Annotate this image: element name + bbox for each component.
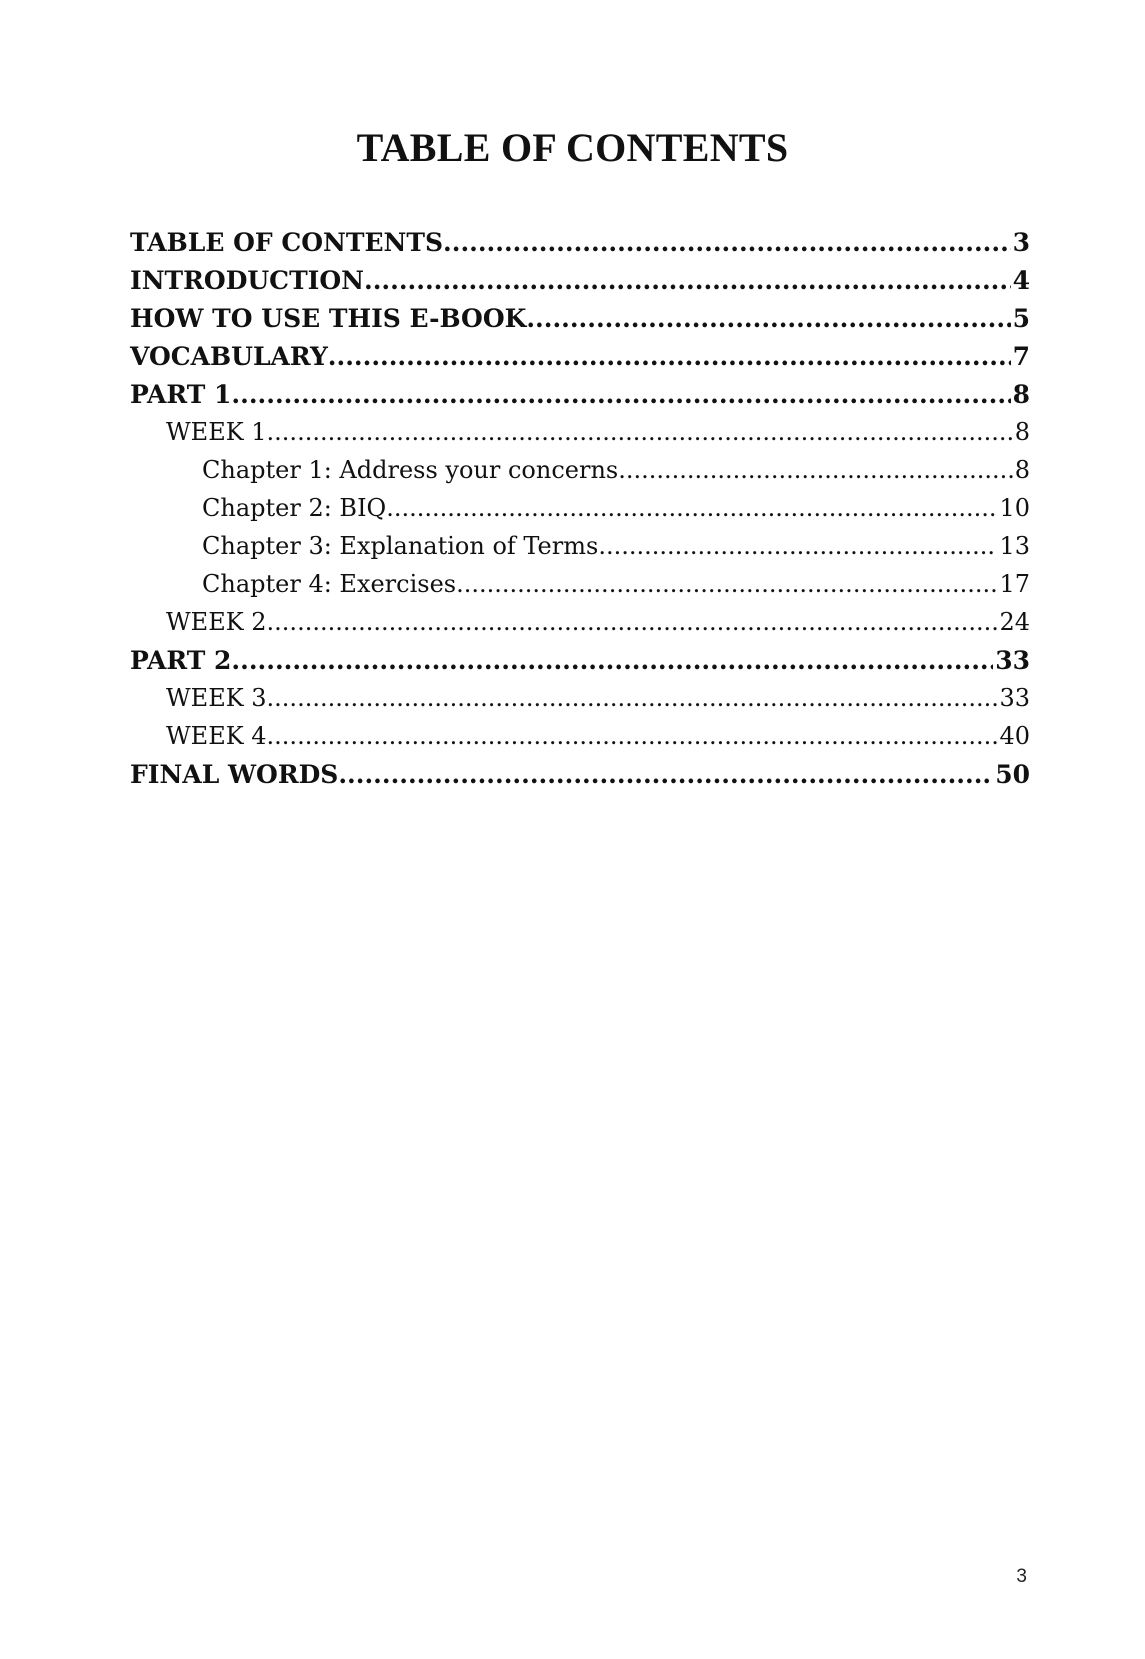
toc-dot-leader [598, 532, 997, 560]
table-of-contents [130, 228, 1030, 798]
toc-entry-page: 40 [999, 722, 1030, 750]
toc-entry-label: WEEK 4 [166, 722, 267, 750]
toc-entry-week-3[interactable] [130, 684, 1030, 722]
toc-entry-page: 17 [999, 570, 1030, 598]
toc-entry-chapter-1[interactable] [130, 456, 1030, 494]
toc-entry-page: 8 [1014, 418, 1030, 446]
toc-dot-leader [443, 228, 1011, 257]
toc-entry-week-2[interactable] [130, 608, 1030, 646]
toc-dot-leader [386, 494, 997, 522]
toc-entry-label: Chapter 1: Address your concerns [202, 456, 619, 484]
toc-entry-page: 3 [1012, 228, 1030, 257]
page-title: TABLE OF CONTENTS [356, 125, 789, 170]
toc-entry-label: FINAL WORDS [130, 760, 339, 789]
toc-dot-leader [267, 608, 998, 636]
toc-dot-leader [231, 646, 993, 675]
toc-entry-label: Chapter 2: BIQ [202, 494, 387, 522]
toc-entry-page: 13 [999, 532, 1030, 560]
toc-entry-page: 4 [1012, 266, 1030, 295]
toc-dot-leader [526, 304, 1010, 333]
toc-entry-page: 5 [1012, 304, 1030, 333]
toc-dot-leader [328, 342, 1011, 371]
toc-dot-leader [618, 456, 1012, 484]
toc-entry-label: Chapter 3: Explanation of Terms [202, 532, 599, 560]
toc-entry-label: PART 2 [130, 646, 232, 675]
toc-dot-leader [267, 684, 998, 712]
toc-entry-label: VOCABULARY [130, 342, 328, 371]
toc-entry-part-1[interactable] [130, 380, 1030, 418]
toc-dot-leader [338, 760, 993, 789]
toc-entry-page: 24 [999, 608, 1030, 636]
toc-entry-label: WEEK 1 [166, 418, 267, 446]
toc-entry-label: Chapter 4: Exercises [202, 570, 457, 598]
toc-entry-label: WEEK 3 [166, 684, 267, 712]
toc-entry-table-of-contents[interactable] [130, 228, 1030, 266]
toc-dot-leader [364, 266, 1011, 295]
toc-entry-label: TABLE OF CONTENTS [130, 228, 444, 257]
toc-entry-final-words[interactable] [130, 760, 1030, 798]
toc-entry-chapter-3[interactable] [130, 532, 1030, 570]
toc-entry-label: INTRODUCTION [130, 266, 365, 295]
toc-entry-page: 33 [999, 684, 1030, 712]
toc-entry-vocabulary[interactable] [130, 342, 1030, 380]
toc-dot-leader [267, 722, 998, 750]
page-number: 3 [1016, 1566, 1027, 1587]
toc-entry-page: 33 [995, 646, 1030, 675]
toc-entry-introduction[interactable] [130, 266, 1030, 304]
toc-dot-leader [456, 570, 997, 598]
toc-entry-page: 8 [1014, 456, 1030, 484]
toc-dot-leader [267, 418, 1013, 446]
toc-entry-how-to-use[interactable] [130, 304, 1030, 342]
toc-entry-chapter-2[interactable] [130, 494, 1030, 532]
toc-entry-page: 8 [1012, 380, 1030, 409]
toc-entry-week-1[interactable] [130, 418, 1030, 456]
toc-entry-label: PART 1 [130, 380, 232, 409]
toc-entry-chapter-4[interactable] [130, 570, 1030, 608]
toc-entry-week-4[interactable] [130, 722, 1030, 760]
toc-entry-part-2[interactable] [130, 646, 1030, 684]
toc-entry-page: 7 [1012, 342, 1030, 371]
toc-entry-label: HOW TO USE THIS E-BOOK [130, 304, 527, 333]
toc-entry-page: 10 [999, 494, 1030, 522]
toc-entry-page: 50 [995, 760, 1030, 789]
toc-entry-label: WEEK 2 [166, 608, 267, 636]
toc-dot-leader [231, 380, 1010, 409]
